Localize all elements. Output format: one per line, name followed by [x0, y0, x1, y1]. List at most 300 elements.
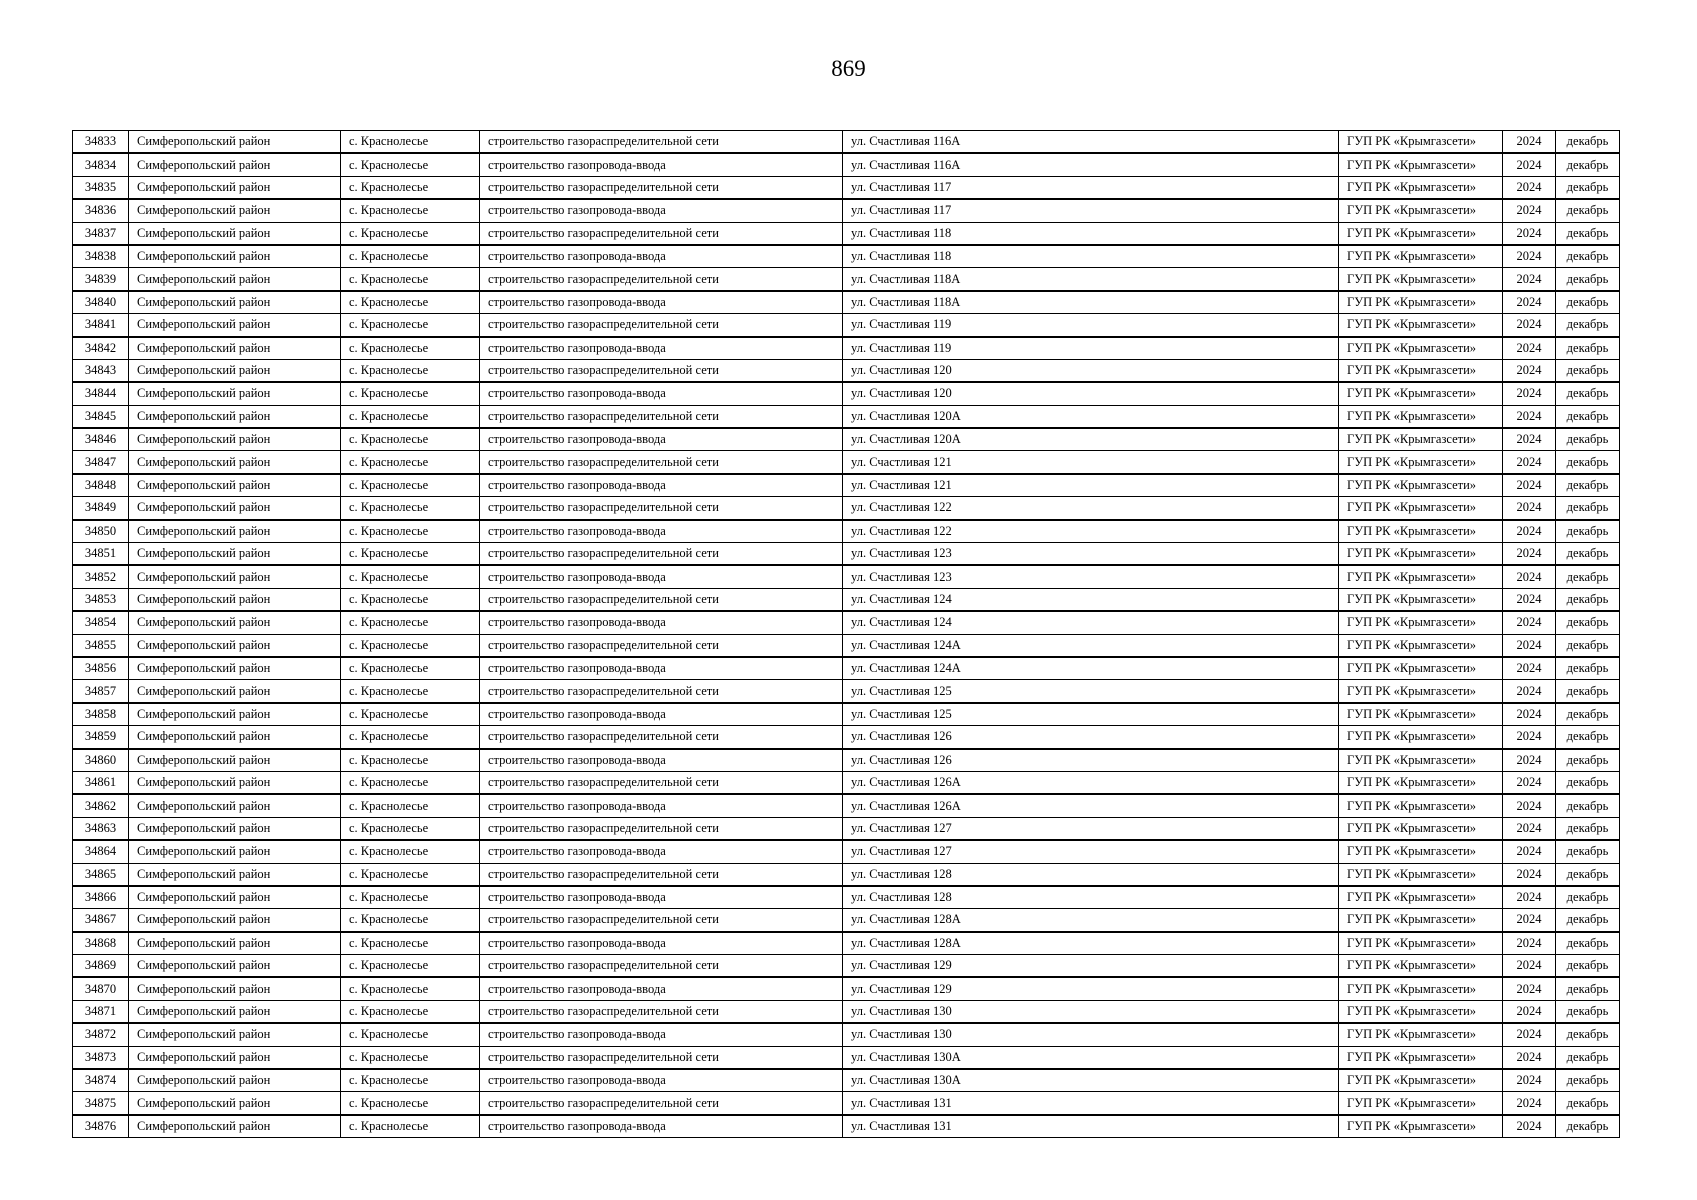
cell-organization: ГУП РК «Крымгазсети» [1339, 771, 1503, 794]
cell-organization: ГУП РК «Крымгазсети» [1339, 268, 1503, 291]
page-number: 869 [831, 56, 866, 81]
cell-row-number: 34860 [73, 749, 129, 772]
cell-year: 2024 [1503, 428, 1556, 451]
cell-work-type: строительство газораспределительной сети [480, 588, 843, 611]
cell-organization: ГУП РК «Крымгазсети» [1339, 153, 1503, 176]
cell-row-number: 34851 [73, 543, 129, 566]
cell-address: ул. Счастливая 121 [843, 474, 1339, 497]
cell-settlement: с. Краснолесье [341, 771, 480, 794]
cell-district: Симферопольский район [129, 657, 341, 680]
cell-row-number: 34861 [73, 771, 129, 794]
cell-district: Симферопольский район [129, 932, 341, 955]
cell-organization: ГУП РК «Крымгазсети» [1339, 817, 1503, 840]
cell-month: декабрь [1556, 886, 1620, 909]
cell-month: декабрь [1556, 359, 1620, 382]
cell-year: 2024 [1503, 817, 1556, 840]
cell-address: ул. Счастливая 118 [843, 222, 1339, 245]
cell-work-type: строительство газораспределительной сети [480, 863, 843, 886]
cell-district: Симферопольский район [129, 222, 341, 245]
cell-month: декабрь [1556, 634, 1620, 657]
cell-district: Симферопольский район [129, 199, 341, 222]
cell-work-type: строительство газопровода-ввода [480, 1069, 843, 1092]
table-row [73, 771, 1620, 794]
cell-work-type: строительство газораспределительной сети [480, 634, 843, 657]
cell-month: декабрь [1556, 955, 1620, 978]
cell-work-type: строительство газопровода-ввода [480, 565, 843, 588]
cell-work-type: строительство газораспределительной сети [480, 817, 843, 840]
cell-district: Симферопольский район [129, 520, 341, 543]
cell-address: ул. Счастливая 128 [843, 863, 1339, 886]
cell-row-number: 34870 [73, 977, 129, 1000]
cell-month: декабрь [1556, 817, 1620, 840]
cell-row-number: 34858 [73, 703, 129, 726]
cell-district: Симферопольский район [129, 817, 341, 840]
cell-address: ул. Счастливая 126А [843, 794, 1339, 817]
cell-organization: ГУП РК «Крымгазсети» [1339, 1069, 1503, 1092]
cell-district: Симферопольский район [129, 131, 341, 154]
cell-address: ул. Счастливая 131 [843, 1092, 1339, 1115]
cell-work-type: строительство газопровода-ввода [480, 1115, 843, 1138]
cell-organization: ГУП РК «Крымгазсети» [1339, 199, 1503, 222]
cell-work-type: строительство газопровода-ввода [480, 245, 843, 268]
cell-year: 2024 [1503, 245, 1556, 268]
cell-year: 2024 [1503, 1115, 1556, 1138]
cell-address: ул. Счастливая 124 [843, 611, 1339, 634]
cell-organization: ГУП РК «Крымгазсети» [1339, 977, 1503, 1000]
table-row [73, 1023, 1620, 1046]
cell-address: ул. Счастливая 120А [843, 428, 1339, 451]
cell-settlement: с. Краснолесье [341, 1092, 480, 1115]
cell-year: 2024 [1503, 1092, 1556, 1115]
cell-work-type: строительство газопровода-ввода [480, 657, 843, 680]
cell-year: 2024 [1503, 359, 1556, 382]
cell-month: декабрь [1556, 153, 1620, 176]
cell-address: ул. Счастливая 129 [843, 955, 1339, 978]
cell-district: Симферопольский район [129, 176, 341, 199]
table-row [73, 291, 1620, 314]
cell-year: 2024 [1503, 977, 1556, 1000]
cell-address: ул. Счастливая 116А [843, 153, 1339, 176]
cell-year: 2024 [1503, 1000, 1556, 1023]
cell-address: ул. Счастливая 127 [843, 817, 1339, 840]
cell-district: Симферопольский район [129, 405, 341, 428]
cell-year: 2024 [1503, 886, 1556, 909]
cell-row-number: 34854 [73, 611, 129, 634]
table-row [73, 268, 1620, 291]
table-row [73, 428, 1620, 451]
cell-settlement: с. Краснолесье [341, 131, 480, 154]
cell-month: декабрь [1556, 680, 1620, 703]
table-row [73, 543, 1620, 566]
cell-year: 2024 [1503, 405, 1556, 428]
cell-district: Симферопольский район [129, 703, 341, 726]
cell-address: ул. Счастливая 130 [843, 1023, 1339, 1046]
cell-settlement: с. Краснолесье [341, 199, 480, 222]
cell-district: Симферопольский район [129, 1046, 341, 1069]
cell-address: ул. Счастливая 130А [843, 1046, 1339, 1069]
cell-organization: ГУП РК «Крымгазсети» [1339, 726, 1503, 749]
cell-district: Симферопольский район [129, 1069, 341, 1092]
cell-work-type: строительство газораспределительной сети [480, 680, 843, 703]
cell-work-type: строительство газопровода-ввода [480, 1023, 843, 1046]
cell-district: Симферопольский район [129, 245, 341, 268]
table-row [73, 886, 1620, 909]
table-row [73, 405, 1620, 428]
cell-row-number: 34863 [73, 817, 129, 840]
cell-year: 2024 [1503, 771, 1556, 794]
cell-year: 2024 [1503, 703, 1556, 726]
cell-month: декабрь [1556, 840, 1620, 863]
cell-year: 2024 [1503, 909, 1556, 932]
cell-work-type: строительство газопровода-ввода [480, 199, 843, 222]
cell-row-number: 34856 [73, 657, 129, 680]
cell-month: декабрь [1556, 520, 1620, 543]
cell-row-number: 34848 [73, 474, 129, 497]
cell-settlement: с. Краснолесье [341, 977, 480, 1000]
table-row [73, 131, 1620, 154]
cell-year: 2024 [1503, 222, 1556, 245]
cell-organization: ГУП РК «Крымгазсети» [1339, 863, 1503, 886]
cell-district: Симферопольский район [129, 909, 341, 932]
cell-month: декабрь [1556, 222, 1620, 245]
cell-settlement: с. Краснолесье [341, 886, 480, 909]
cell-work-type: строительство газопровода-ввода [480, 886, 843, 909]
cell-year: 2024 [1503, 863, 1556, 886]
cell-organization: ГУП РК «Крымгазсети» [1339, 291, 1503, 314]
cell-organization: ГУП РК «Крымгазсети» [1339, 337, 1503, 360]
table-row [73, 932, 1620, 955]
cell-year: 2024 [1503, 1069, 1556, 1092]
cell-settlement: с. Краснолесье [341, 840, 480, 863]
cell-district: Симферопольский район [129, 726, 341, 749]
cell-settlement: с. Краснолесье [341, 863, 480, 886]
table-row [73, 497, 1620, 520]
cell-year: 2024 [1503, 451, 1556, 474]
cell-row-number: 34835 [73, 176, 129, 199]
cell-month: декабрь [1556, 977, 1620, 1000]
cell-settlement: с. Краснолесье [341, 1023, 480, 1046]
cell-organization: ГУП РК «Крымгазсети» [1339, 497, 1503, 520]
cell-work-type: строительство газопровода-ввода [480, 428, 843, 451]
cell-row-number: 34859 [73, 726, 129, 749]
cell-organization: ГУП РК «Крымгазсети» [1339, 680, 1503, 703]
cell-work-type: строительство газопровода-ввода [480, 840, 843, 863]
cell-settlement: с. Краснолесье [341, 451, 480, 474]
cell-row-number: 34855 [73, 634, 129, 657]
cell-organization: ГУП РК «Крымгазсети» [1339, 314, 1503, 337]
cell-settlement: с. Краснолесье [341, 382, 480, 405]
table-row [73, 794, 1620, 817]
cell-month: декабрь [1556, 726, 1620, 749]
cell-year: 2024 [1503, 680, 1556, 703]
cell-organization: ГУП РК «Крымгазсети» [1339, 794, 1503, 817]
cell-work-type: строительство газопровода-ввода [480, 794, 843, 817]
cell-settlement: с. Краснолесье [341, 1115, 480, 1138]
table-row [73, 1092, 1620, 1115]
cell-district: Симферопольский район [129, 977, 341, 1000]
cell-month: декабрь [1556, 703, 1620, 726]
cell-year: 2024 [1503, 657, 1556, 680]
cell-organization: ГУП РК «Крымгазсети» [1339, 543, 1503, 566]
cell-settlement: с. Краснолесье [341, 314, 480, 337]
cell-district: Симферопольский район [129, 543, 341, 566]
cell-organization: ГУП РК «Крымгазсети» [1339, 932, 1503, 955]
cell-address: ул. Счастливая 116А [843, 131, 1339, 154]
cell-settlement: с. Краснолесье [341, 588, 480, 611]
table-row [73, 657, 1620, 680]
cell-organization: ГУП РК «Крымгазсети» [1339, 588, 1503, 611]
cell-organization: ГУП РК «Крымгазсети» [1339, 1115, 1503, 1138]
cell-address: ул. Счастливая 120 [843, 382, 1339, 405]
cell-district: Симферопольский район [129, 611, 341, 634]
cell-month: декабрь [1556, 1023, 1620, 1046]
cell-work-type: строительство газораспределительной сети [480, 543, 843, 566]
table-row [73, 1069, 1620, 1092]
cell-row-number: 34868 [73, 932, 129, 955]
cell-organization: ГУП РК «Крымгазсети» [1339, 428, 1503, 451]
registry-table [72, 130, 1620, 1138]
cell-address: ул. Счастливая 123 [843, 543, 1339, 566]
table-row [73, 1000, 1620, 1023]
cell-settlement: с. Краснолесье [341, 176, 480, 199]
cell-district: Симферопольский район [129, 749, 341, 772]
table-row [73, 588, 1620, 611]
cell-work-type: строительство газораспределительной сети [480, 909, 843, 932]
cell-organization: ГУП РК «Крымгазсети» [1339, 703, 1503, 726]
cell-row-number: 34841 [73, 314, 129, 337]
cell-settlement: с. Краснолесье [341, 1000, 480, 1023]
cell-row-number: 34866 [73, 886, 129, 909]
cell-work-type: строительство газораспределительной сети [480, 359, 843, 382]
cell-settlement: с. Краснолесье [341, 1046, 480, 1069]
cell-row-number: 34834 [73, 153, 129, 176]
cell-address: ул. Счастливая 117 [843, 199, 1339, 222]
cell-address: ул. Счастливая 117 [843, 176, 1339, 199]
cell-settlement: с. Краснолесье [341, 291, 480, 314]
cell-row-number: 34853 [73, 588, 129, 611]
cell-settlement: с. Краснолесье [341, 611, 480, 634]
cell-settlement: с. Краснолесье [341, 520, 480, 543]
table-row [73, 222, 1620, 245]
cell-month: декабрь [1556, 176, 1620, 199]
cell-address: ул. Счастливая 118 [843, 245, 1339, 268]
cell-address: ул. Счастливая 118А [843, 268, 1339, 291]
cell-year: 2024 [1503, 520, 1556, 543]
cell-month: декабрь [1556, 474, 1620, 497]
cell-organization: ГУП РК «Крымгазсети» [1339, 245, 1503, 268]
cell-month: декабрь [1556, 291, 1620, 314]
cell-address: ул. Счастливая 131 [843, 1115, 1339, 1138]
cell-work-type: строительство газораспределительной сети [480, 955, 843, 978]
cell-work-type: строительство газораспределительной сети [480, 176, 843, 199]
table-row [73, 451, 1620, 474]
table-row [73, 863, 1620, 886]
cell-organization: ГУП РК «Крымгазсети» [1339, 657, 1503, 680]
cell-address: ул. Счастливая 125 [843, 703, 1339, 726]
cell-month: декабрь [1556, 909, 1620, 932]
cell-year: 2024 [1503, 337, 1556, 360]
cell-organization: ГУП РК «Крымгазсети» [1339, 474, 1503, 497]
cell-district: Симферопольский район [129, 474, 341, 497]
cell-organization: ГУП РК «Крымгазсети» [1339, 405, 1503, 428]
cell-row-number: 34836 [73, 199, 129, 222]
cell-address: ул. Счастливая 122 [843, 520, 1339, 543]
cell-row-number: 34872 [73, 1023, 129, 1046]
cell-address: ул. Счастливая 128А [843, 932, 1339, 955]
cell-settlement: с. Краснолесье [341, 497, 480, 520]
cell-district: Симферопольский район [129, 863, 341, 886]
cell-month: декабрь [1556, 588, 1620, 611]
cell-month: декабрь [1556, 382, 1620, 405]
cell-district: Симферопольский район [129, 1023, 341, 1046]
cell-address: ул. Счастливая 128 [843, 886, 1339, 909]
cell-row-number: 34842 [73, 337, 129, 360]
cell-address: ул. Счастливая 119 [843, 314, 1339, 337]
cell-address: ул. Счастливая 124А [843, 634, 1339, 657]
cell-address: ул. Счастливая 119 [843, 337, 1339, 360]
table-row [73, 611, 1620, 634]
cell-month: декабрь [1556, 497, 1620, 520]
cell-year: 2024 [1503, 955, 1556, 978]
cell-month: декабрь [1556, 245, 1620, 268]
table-row [73, 565, 1620, 588]
cell-settlement: с. Краснолесье [341, 428, 480, 451]
table-row [73, 199, 1620, 222]
cell-year: 2024 [1503, 794, 1556, 817]
cell-month: декабрь [1556, 199, 1620, 222]
cell-row-number: 34867 [73, 909, 129, 932]
cell-district: Симферопольский район [129, 451, 341, 474]
cell-work-type: строительство газопровода-ввода [480, 153, 843, 176]
cell-year: 2024 [1503, 1023, 1556, 1046]
cell-year: 2024 [1503, 565, 1556, 588]
cell-settlement: с. Краснолесье [341, 634, 480, 657]
cell-district: Симферопольский район [129, 588, 341, 611]
cell-work-type: строительство газопровода-ввода [480, 291, 843, 314]
cell-address: ул. Счастливая 130 [843, 1000, 1339, 1023]
table-row [73, 245, 1620, 268]
cell-address: ул. Счастливая 120А [843, 405, 1339, 428]
cell-row-number: 34873 [73, 1046, 129, 1069]
cell-address: ул. Счастливая 126 [843, 726, 1339, 749]
cell-year: 2024 [1503, 176, 1556, 199]
cell-address: ул. Счастливая 130А [843, 1069, 1339, 1092]
cell-organization: ГУП РК «Крымгазсети» [1339, 909, 1503, 932]
cell-year: 2024 [1503, 382, 1556, 405]
cell-row-number: 34843 [73, 359, 129, 382]
cell-month: декабрь [1556, 405, 1620, 428]
cell-month: декабрь [1556, 657, 1620, 680]
cell-organization: ГУП РК «Крымгазсети» [1339, 176, 1503, 199]
cell-work-type: строительство газопровода-ввода [480, 382, 843, 405]
cell-district: Симферопольский район [129, 680, 341, 703]
cell-month: декабрь [1556, 863, 1620, 886]
cell-settlement: с. Краснолесье [341, 359, 480, 382]
cell-organization: ГУП РК «Крымгазсети» [1339, 886, 1503, 909]
cell-month: декабрь [1556, 565, 1620, 588]
cell-organization: ГУП РК «Крымгазсети» [1339, 222, 1503, 245]
cell-year: 2024 [1503, 611, 1556, 634]
cell-district: Симферопольский район [129, 382, 341, 405]
cell-district: Симферопольский район [129, 886, 341, 909]
cell-organization: ГУП РК «Крымгазсети» [1339, 1000, 1503, 1023]
cell-year: 2024 [1503, 153, 1556, 176]
cell-row-number: 34849 [73, 497, 129, 520]
cell-month: декабрь [1556, 1069, 1620, 1092]
cell-month: декабрь [1556, 1092, 1620, 1115]
table-row [73, 977, 1620, 1000]
cell-month: декабрь [1556, 428, 1620, 451]
cell-district: Симферопольский район [129, 840, 341, 863]
cell-organization: ГУП РК «Крымгазсети» [1339, 131, 1503, 154]
cell-work-type: строительство газопровода-ввода [480, 749, 843, 772]
cell-settlement: с. Краснолесье [341, 543, 480, 566]
cell-district: Симферопольский район [129, 794, 341, 817]
table-row [73, 817, 1620, 840]
cell-month: декабрь [1556, 314, 1620, 337]
cell-year: 2024 [1503, 268, 1556, 291]
cell-year: 2024 [1503, 291, 1556, 314]
cell-month: декабрь [1556, 543, 1620, 566]
cell-year: 2024 [1503, 131, 1556, 154]
cell-row-number: 34850 [73, 520, 129, 543]
cell-organization: ГУП РК «Крымгазсети» [1339, 1023, 1503, 1046]
table-row [73, 1046, 1620, 1069]
cell-row-number: 34840 [73, 291, 129, 314]
cell-work-type: строительство газораспределительной сети [480, 1092, 843, 1115]
cell-row-number: 34864 [73, 840, 129, 863]
cell-address: ул. Счастливая 123 [843, 565, 1339, 588]
registry-rows [73, 131, 1620, 1138]
cell-work-type: строительство газораспределительной сети [480, 1000, 843, 1023]
cell-month: декабрь [1556, 611, 1620, 634]
table-row [73, 382, 1620, 405]
cell-district: Симферопольский район [129, 1115, 341, 1138]
cell-organization: ГУП РК «Крымгазсети» [1339, 840, 1503, 863]
cell-settlement: с. Краснолесье [341, 726, 480, 749]
cell-district: Симферопольский район [129, 153, 341, 176]
cell-settlement: с. Краснолесье [341, 794, 480, 817]
cell-year: 2024 [1503, 634, 1556, 657]
cell-organization: ГУП РК «Крымгазсети» [1339, 451, 1503, 474]
cell-row-number: 34838 [73, 245, 129, 268]
cell-row-number: 34847 [73, 451, 129, 474]
cell-year: 2024 [1503, 314, 1556, 337]
cell-district: Симферопольский район [129, 428, 341, 451]
cell-district: Симферопольский район [129, 1000, 341, 1023]
cell-row-number: 34844 [73, 382, 129, 405]
table-row [73, 703, 1620, 726]
table-row [73, 1115, 1620, 1138]
cell-work-type: строительство газораспределительной сети [480, 771, 843, 794]
cell-settlement: с. Краснолесье [341, 680, 480, 703]
cell-row-number: 34875 [73, 1092, 129, 1115]
table-row [73, 337, 1620, 360]
cell-settlement: с. Краснолесье [341, 817, 480, 840]
cell-month: декабрь [1556, 337, 1620, 360]
cell-row-number: 34869 [73, 955, 129, 978]
table-row [73, 840, 1620, 863]
cell-settlement: с. Краснолесье [341, 955, 480, 978]
cell-row-number: 34846 [73, 428, 129, 451]
cell-settlement: с. Краснолесье [341, 657, 480, 680]
cell-work-type: строительство газопровода-ввода [480, 611, 843, 634]
cell-district: Симферопольский район [129, 1092, 341, 1115]
cell-district: Симферопольский район [129, 314, 341, 337]
cell-year: 2024 [1503, 588, 1556, 611]
cell-work-type: строительство газораспределительной сети [480, 314, 843, 337]
cell-address: ул. Счастливая 120 [843, 359, 1339, 382]
